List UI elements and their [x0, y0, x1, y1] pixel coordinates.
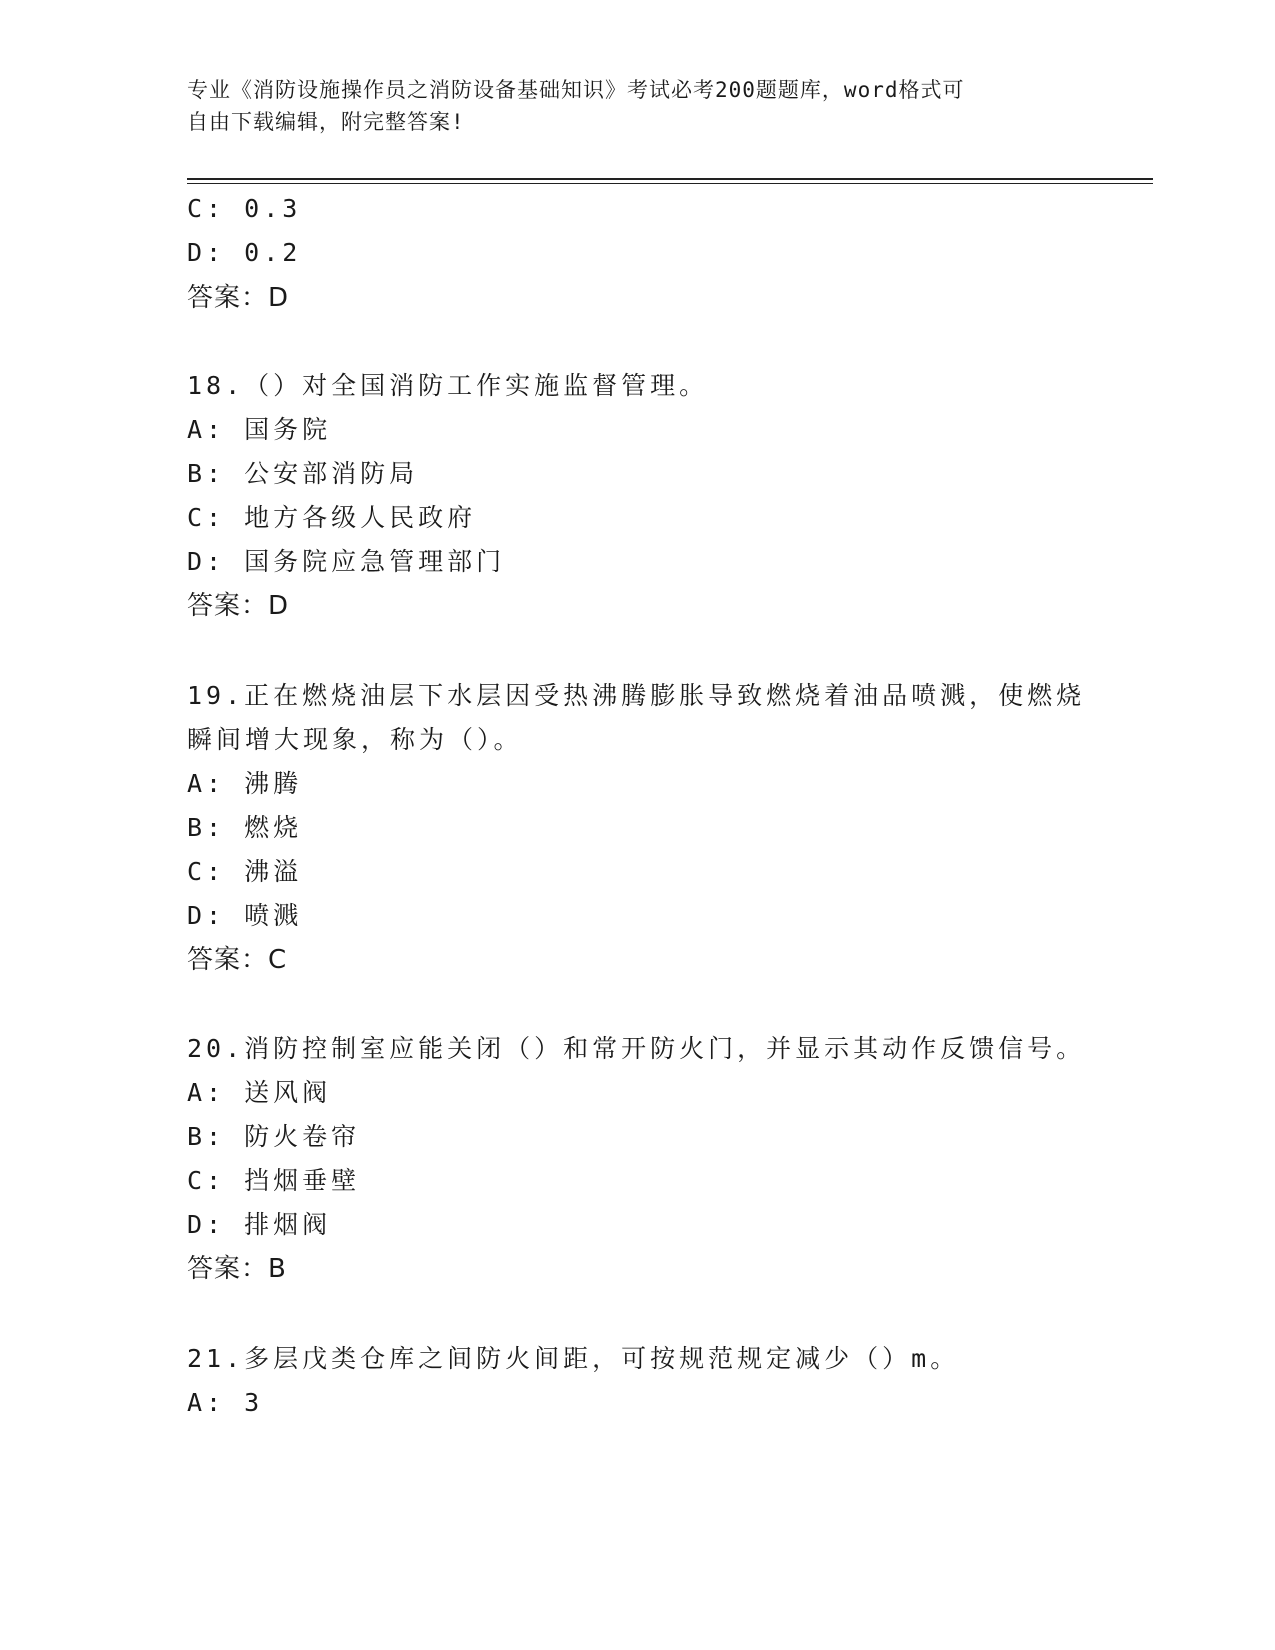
question-stem: 21.多层戊类仓库之间防火间距，可按规范规定减少（）m。	[187, 1344, 960, 1373]
header-divider-thin	[187, 183, 1153, 184]
option-a: A: 3	[187, 1388, 264, 1417]
option-b: B: 燃烧	[187, 813, 303, 842]
question-stem: 18.（）对全国消防工作实施监督管理。	[187, 371, 709, 400]
option-d: D: 0.2	[187, 238, 302, 267]
option-c: C: 挡烟垂壁	[187, 1166, 361, 1195]
option-c: C: 地方各级人民政府	[187, 503, 477, 532]
option-b: B: 防火卷帘	[187, 1122, 361, 1151]
question-stem: 19.正在燃烧油层下水层因受热沸腾膨胀导致燃烧着油品喷溅，使燃烧	[187, 681, 1086, 710]
option-d: D: 国务院应急管理部门	[187, 547, 506, 576]
option-d: D: 喷溅	[187, 901, 303, 930]
question-stem: 20.消防控制室应能关闭（）和常开防火门，并显示其动作反馈信号。	[187, 1034, 1086, 1063]
option-a: A: 送风阀	[187, 1078, 332, 1107]
option-a: A: 国务院	[187, 415, 332, 444]
option-a: A: 沸腾	[187, 769, 303, 798]
answer-line: 答案：D	[187, 283, 290, 313]
option-d: D: 排烟阀	[187, 1210, 332, 1239]
option-c: C: 沸溢	[187, 857, 303, 886]
answer-line: 答案：D	[187, 591, 290, 621]
answer-line: 答案：B	[187, 1254, 287, 1284]
header-divider-thick	[187, 178, 1153, 180]
header-line-1: 专业《消防设施操作员之消防设备基础知识》考试必考200题题库，word格式可	[187, 78, 965, 102]
question-stem-continued: 瞬间增大现象，称为（）。	[187, 725, 523, 754]
header-line-2: 自由下载编辑，附完整答案!	[187, 110, 465, 134]
answer-line: 答案：C	[187, 945, 288, 975]
option-b: B: 公安部消防局	[187, 459, 419, 488]
option-c: C: 0.3	[187, 194, 302, 223]
document-header	[187, 74, 1067, 138]
